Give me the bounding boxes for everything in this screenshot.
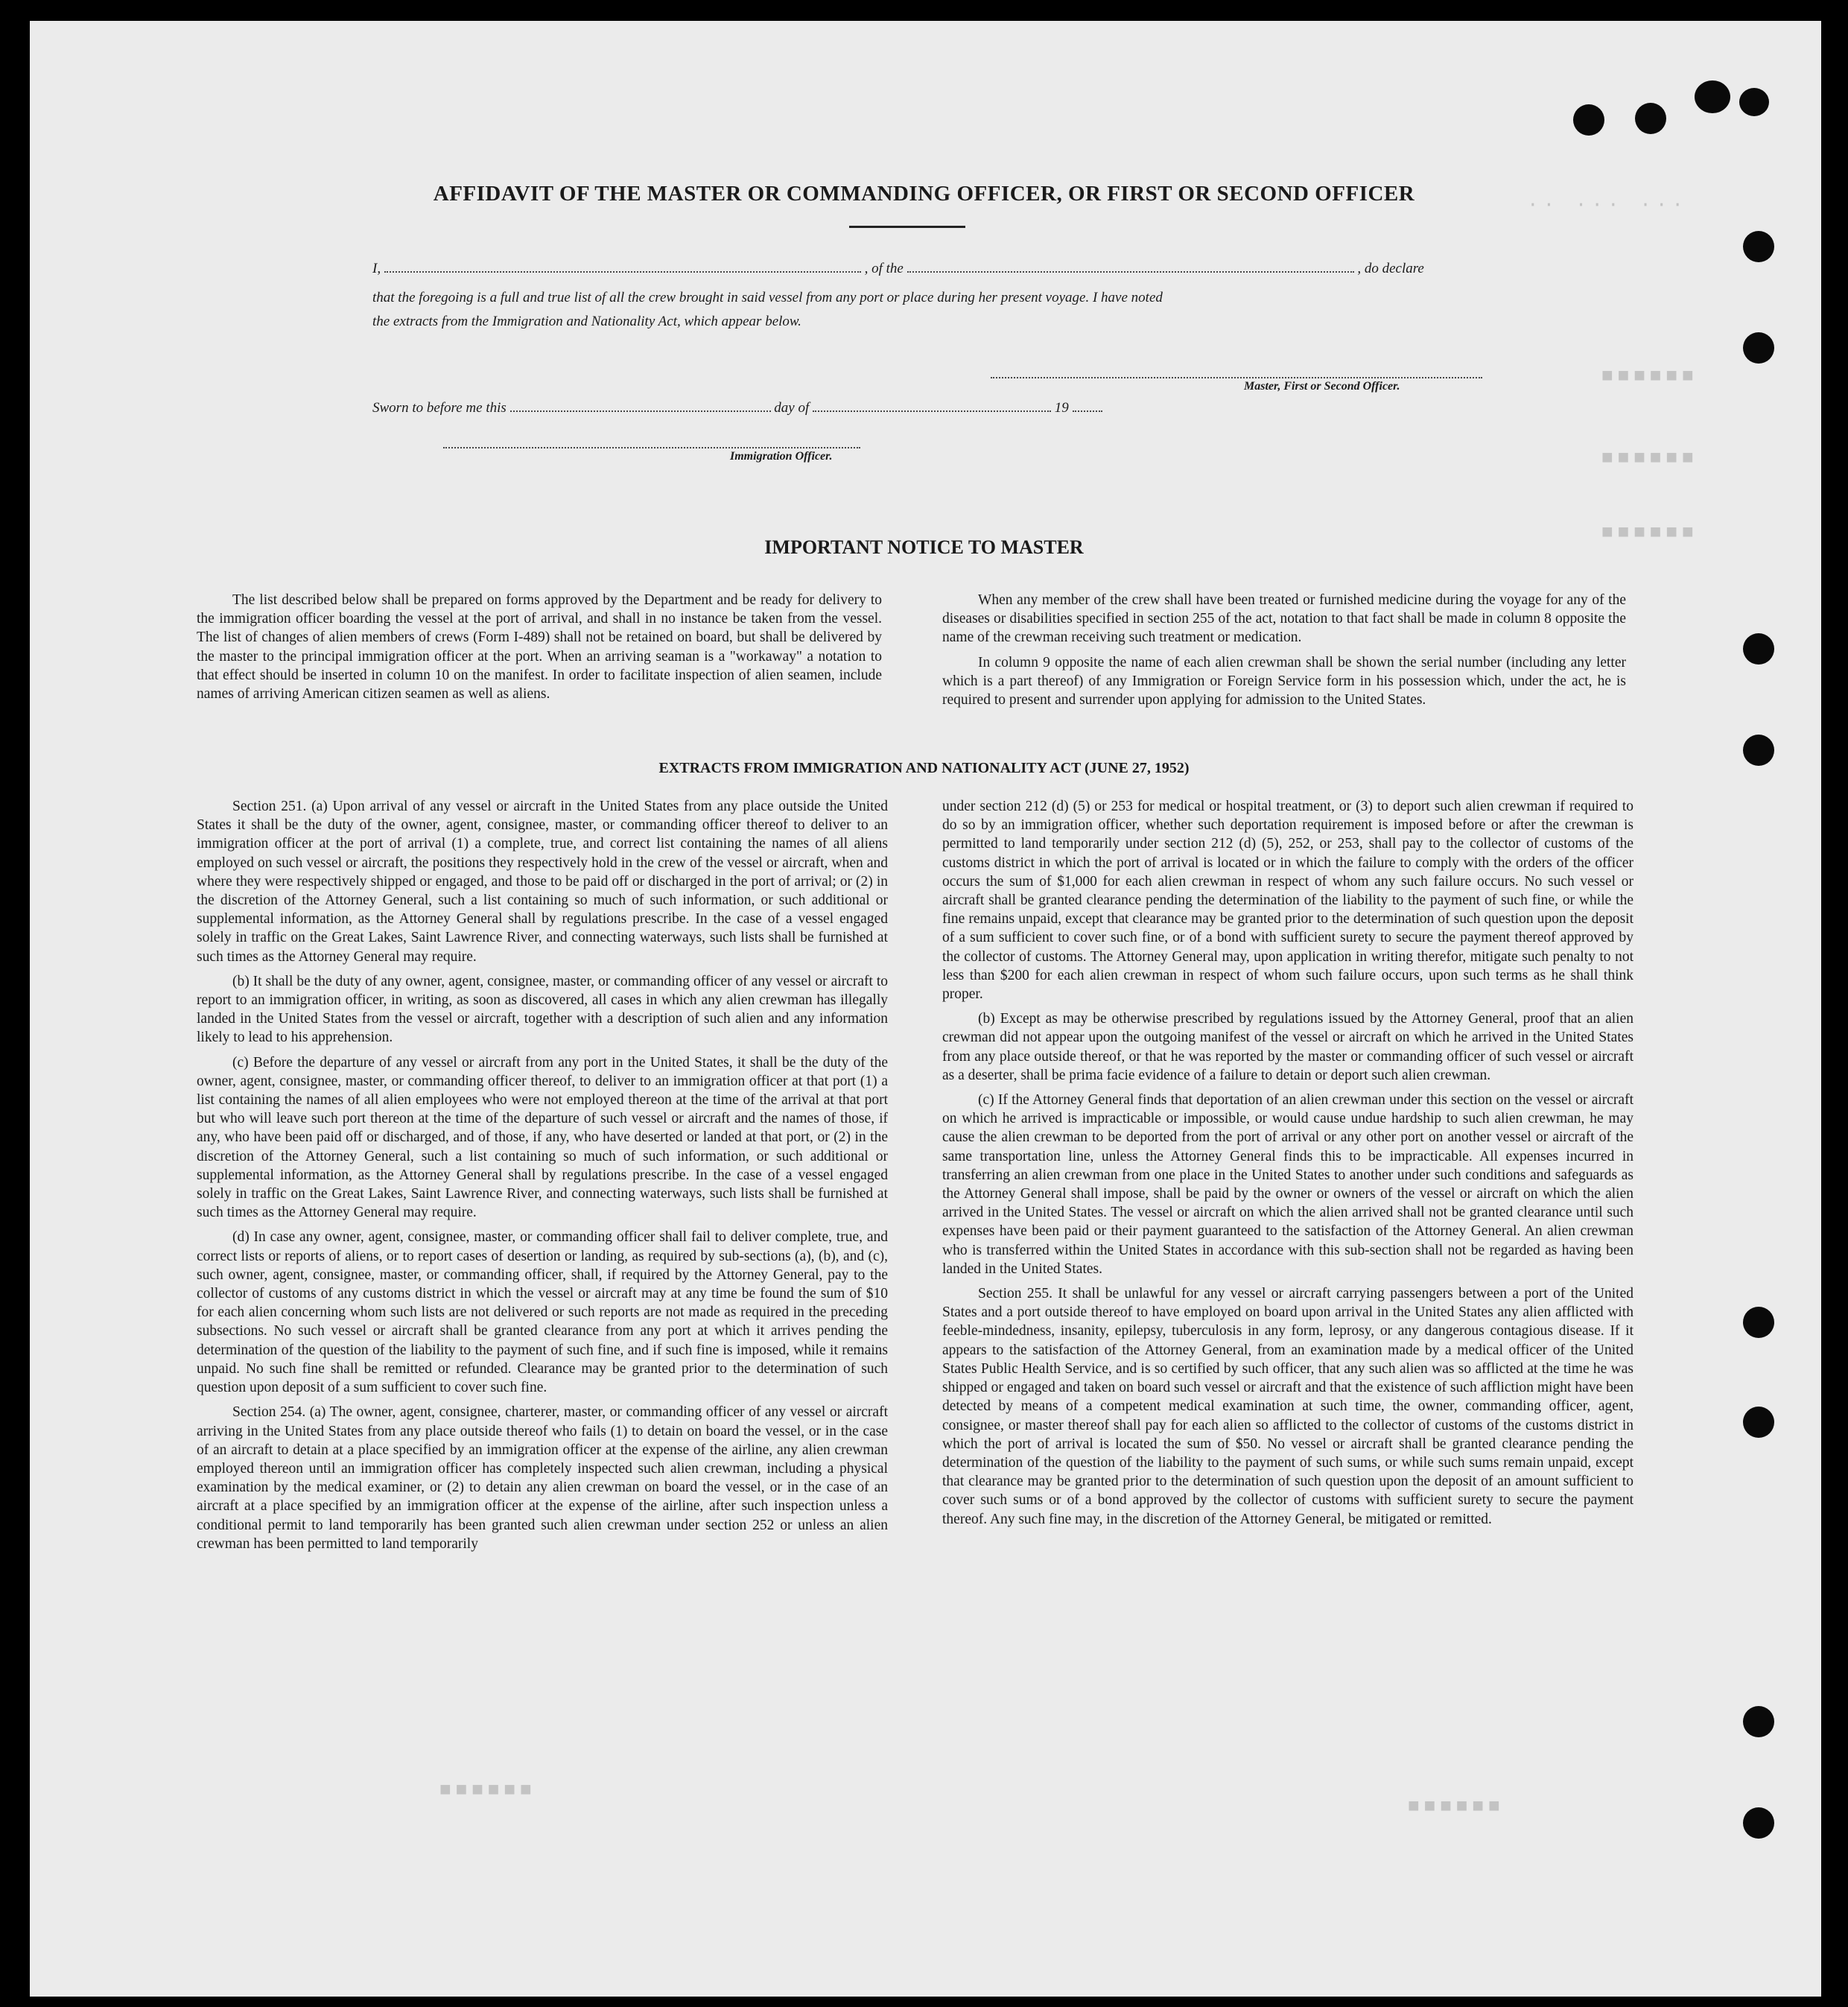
sworn-day-field[interactable] [510,397,771,412]
i-label: I, [372,261,381,276]
show-through-text: ■■■■■■ [1601,521,1698,544]
officer-signature-line[interactable] [443,434,860,448]
show-through-text: ■■■■■■ [1601,447,1698,469]
statute-paragraph: (d) In case any owner, agent, consignee, master, or commanding officer shall fail to deliver complete, true, and correct lists or reports of aliens, or to report cases of desertion or landing, as required by sub-sections (a), (b), and (c), such owner, agent, consignee, master, or commanding officer, shall, if required by the Attorney General, pay to the collector of customs of any customs district in which the vessel or aircraft may at any time be found the sum of $10 for each alien concerning whom such lists are not delivered or such reports are not made as required in the preceding subsections. No such vessel or aircraft shall be granted clearance from any port at which it arrives pending the determination of the question of the liability to the payment of such fine, and if such fine is imposed, while it remains unpaid. No such fine shall be remitted or refunded. Clearance may be granted prior to the determination of such question upon deposit of a sum sufficient to cover such fine. [197,1229,888,1396]
show-through-text: ·· ··· ··· [1527,194,1689,216]
notice-paragraph: The list described below shall be prepared on forms approved by the Department and be ready for delivery to the immigration officer boarding the vessel at the port of arrival, and shall in no instance be taken from the vessel. The list of changes of alien members of crews (Form I-489) shall not be retained on board, but shall be delivered by the master to the principal immigration officer at the port. When an arriving seaman is a "workaway" a notation to that effect should be inserted in column 10 on the manifest. In order to facilitate inspection of alien seamen, include names of arriving American citizen seamen as well as aliens. [197,592,882,703]
punch-hole-5 [1743,231,1774,262]
extracts-title: EXTRACTS FROM IMMIGRATION AND NATIONALITY ACT (JUNE 27, 1952) [658,760,1190,776]
notice-title: IMPORTANT NOTICE TO MASTER [764,536,1084,558]
do-declare-label: , do declare [1357,261,1424,276]
statute-paragraph: (c) Before the departure of any vessel or aircraft from any port in the United States, it shall be the duty of the owner, agent, consignee, master, or commanding officer thereof, to deliver to an immigration officer at that port (1) a list containing the names of all alien employees who were not employed thereon at the time of the arrival at that port but who will leave such port thereon at the time of the departure of such vessel or aircraft and the names of those, if any, who have been paid off or discharged, and of those, if any, who have deserted or landed at that port, or (2) in the discretion of the Attorney General, such a list containing so much of such information, or such additional or supplemental information, as the Attorney General shall by regulations prescribe. In the case of a vessel engaged solely in traffic on the Great Lakes, Saint Lawrence River, and connecting waterways, such lists shall be furnished at such times as the Attorney General may require. [197,1054,888,1221]
punch-hole-1 [1573,104,1604,136]
punch-hole-2 [1635,103,1666,134]
punch-hole-7 [1743,633,1774,665]
statute-paragraph: (b) It shall be the duty of any owner, agent, consignee, master, or commanding officer of any vessel or aircraft to report to an immigration officer, in writing, as soon as discovered, all cases in which any alien crewman has illegally landed in the United States from the vessel or aircraft, together with a description of such alien and any information likely to lead to his apprehension. [197,973,888,1046]
statute-paragraph: under section 212 (d) (5) or 253 for medical or hospital treatment, or (3) to deport such alien crewman if required to do so by an immigration officer, whether such deportation requirement is imposed before or after the crewman is permitted to land temporarily under section 212 (d) (5), 252, or 253, shall pay to the collector of customs of the customs district in which the port of arrival is located or in which the failure to comply with the orders of the officer occurs the sum of $1,000 for each alien crewman in respect of whom any such failure occurs. No such vessel or aircraft shall be granted clearance pending the determination of the liability to the payment of such fine, or while the fine remains unpaid, except that clearance may be granted prior to the determination of such question upon the deposit of a sum sufficient to cover such fine, or of a bond with sufficient surety to secure the payment thereof approved by the collector of customs. The Attorney General may, upon application in writing therefor, mitigate such penalty to not less than $200 for each alien crewman in respect of whom such failure occurs, upon such terms as he shall think proper. [942,799,1633,1003]
statute-paragraph: Section 255. It shall be unlawful for any vessel or aircraft carrying passengers between a port of the United States and a port outside thereof to have employed on board upon arrival in the United States any alien afflicted with feeble-mindedness, insanity, epilepsy, tuberculosis in any form, leprosy, or any dangerous contagious disease. If it appears to the satisfaction of the Attorney General, from an examination made by a medical officer of the United States Public Health Service, and is so certified by such officer, that any such alien was so afflicted at the time he was shipped or engaged and taken on board such vessel or aircraft and that the existence of such affliction might have been detected by means of a competent medical examination at such time, the owner, commanding officer, agent, consignee, or master thereof shall pay for each alien so afflicted to the collector of customs of the customs district in which the port of arrival is located the sum of $50. No vessel or aircraft shall be granted clearance pending the determination of the question of the liability to the payment of such sums, or while such sums remain unpaid, except that clearance may be granted prior to the determination of such question upon the deposit of an amount sufficient to cover such sums or of a bond approved by the collector of customs with sufficient surety to secure the payment thereof. Any such fine may, in the discretion of the Attorney General, be mitigated or remitted. [942,1286,1633,1527]
declaration-line-2: that the foregoing is a full and true list of all the crew brought in said vessel from any port or place during her present voyage. I have noted [372,290,1163,305]
of-the-label: , of the [864,261,904,276]
punch-hole-3 [1695,80,1730,113]
extracts-right-column [942,797,1633,1535]
statute-paragraph: (b) Except as may be otherwise prescribed by regulations issued by the Attorney General, proof that an alien crewman did not appear upon the outgoing manifest of the vessel or aircraft on which he arrived in the United States from any place outside thereof, or that he was reported by the master or commanding officer of such vessel or aircraft as a deserter, shall be prima facie evidence of a failure to detain or deport such alien crewman. [942,1011,1633,1083]
statute-paragraph: Section 251. (a) Upon arrival of any vessel or aircraft in the United States from any place outside the United States it shall be the duty of the owner, agent, consignee, master, or commanding officer thereof to deliver to an immigration officer at the port of arrival (1) a complete, true, and correct list containing the names of all aliens employed on such vessel or aircraft, the positions they respectively hold in the crew of the vessel or aircraft, when and where they were respectively shipped or engaged, and those to be paid off or discharged in the port of arrival; or (2) in the discretion of the Attorney General, such a list containing so much of such information, or such additional or supplemental information, as the Attorney General shall by regulations prescribe. In the case of a vessel engaged solely in traffic on the Great Lakes, Saint Lawrence River, and connecting waterways, such lists shall be furnished at such times as the Attorney General may require. [197,799,888,965]
punch-hole-6 [1743,332,1774,364]
notice-left-column [197,591,882,709]
extracts-left-column [197,797,888,1559]
notice-right-column [942,591,1626,715]
officer-signature-label: Immigration Officer. [730,450,833,463]
sworn-label: Sworn to before me this [372,400,507,416]
notice-paragraph: When any member of the crew shall have been treated or furnished medicine during the voyage for any of the diseases or disabilities specified in section 255 of the act, notation to that fact shall be made in column 8 opposite the name of the crewman receiving such treatment or medication. [942,592,1626,646]
sworn-line [372,395,1482,421]
punch-hole-10 [1743,1407,1774,1438]
punch-hole-9 [1743,1307,1774,1338]
notice-paragraph: In column 9 opposite the name of each alien crewman shall be shown the serial number (including any letter which is a part thereof) of any Immigration or Foreign Service form in his possession which, under the act, he is required to present and surrender upon applying for admission to the United States. [942,654,1626,708]
show-through-text: ■■■■■■ [439,1779,536,1801]
affidavit-title: AFFIDAVIT OF THE MASTER OR COMMANDING OFFICER, OR FIRST OR SECOND OFFICER [433,182,1415,206]
master-signature-line[interactable] [991,364,1482,378]
punch-hole-11 [1743,1706,1774,1737]
punch-hole-4 [1739,88,1769,116]
statute-paragraph: (c) If the Attorney General finds that deportation of an alien crewman under this section on the vessel or aircraft on which he arrived is impracticable or impossible, or would cause undue hardship to such alien crewman, he may cause the alien crewman to be deported from the port of arrival or any other port on another vessel or aircraft of the same transportation line, unless the Attorney General finds this to be impracticable. All expenses incurred in transferring an alien crewman from one place in the United States to another under such conditions and safeguards as the Attorney General shall impose, shall be paid by the owner or owners of the vessel or aircraft on which the alien arrived in the United States. The vessel or aircraft on which the alien arrived shall not be granted clearance until such expenses have been paid or their payment guaranteed to the satisfaction of the Attorney General. An alien crewman who is transferred within the United States in accordance with this sub-section shall not be regarded as having been landed in the United States. [942,1092,1633,1277]
master-signature-label: Master, First or Second Officer. [1244,380,1400,393]
title-underline [849,226,965,228]
vessel-field[interactable] [907,258,1354,273]
sworn-month-field[interactable] [813,397,1051,412]
sworn-year-field[interactable] [1073,397,1102,412]
declaration-line-1 [372,256,1482,282]
year-label: 19 [1054,400,1069,416]
day-of-label: day of [774,400,810,416]
statute-paragraph: Section 254. (a) The owner, agent, consignee, charterer, master, or commanding officer of any vessel or aircraft arriving in the United States from any place outside thereof who fails (1) to detain on board the vessel, or in the case of an aircraft to detain at a place specified by an immigration officer at the expense of the airline, any alien crewman employed thereon until an immigration officer has completely inspected such alien crewman, including a physical examination by the medical examiner, or (2) to detain any alien crewman on board the vessel, or in the case of an aircraft at a place specified by an immigration officer at the expense of the airline, after such inspection unless a conditional permit to land temporarily has been granted such alien crewman under section 252 or unless an alien crewman has been permitted to land temporarily [197,1404,888,1552]
punch-hole-12 [1743,1807,1774,1839]
show-through-text: ■■■■■■ [1601,365,1698,387]
show-through-text: ■■■■■■ [1408,1795,1505,1818]
name-field[interactable] [384,258,861,273]
declaration-line-3: the extracts from the Immigration and Nationality Act, which appear below. [372,314,801,329]
